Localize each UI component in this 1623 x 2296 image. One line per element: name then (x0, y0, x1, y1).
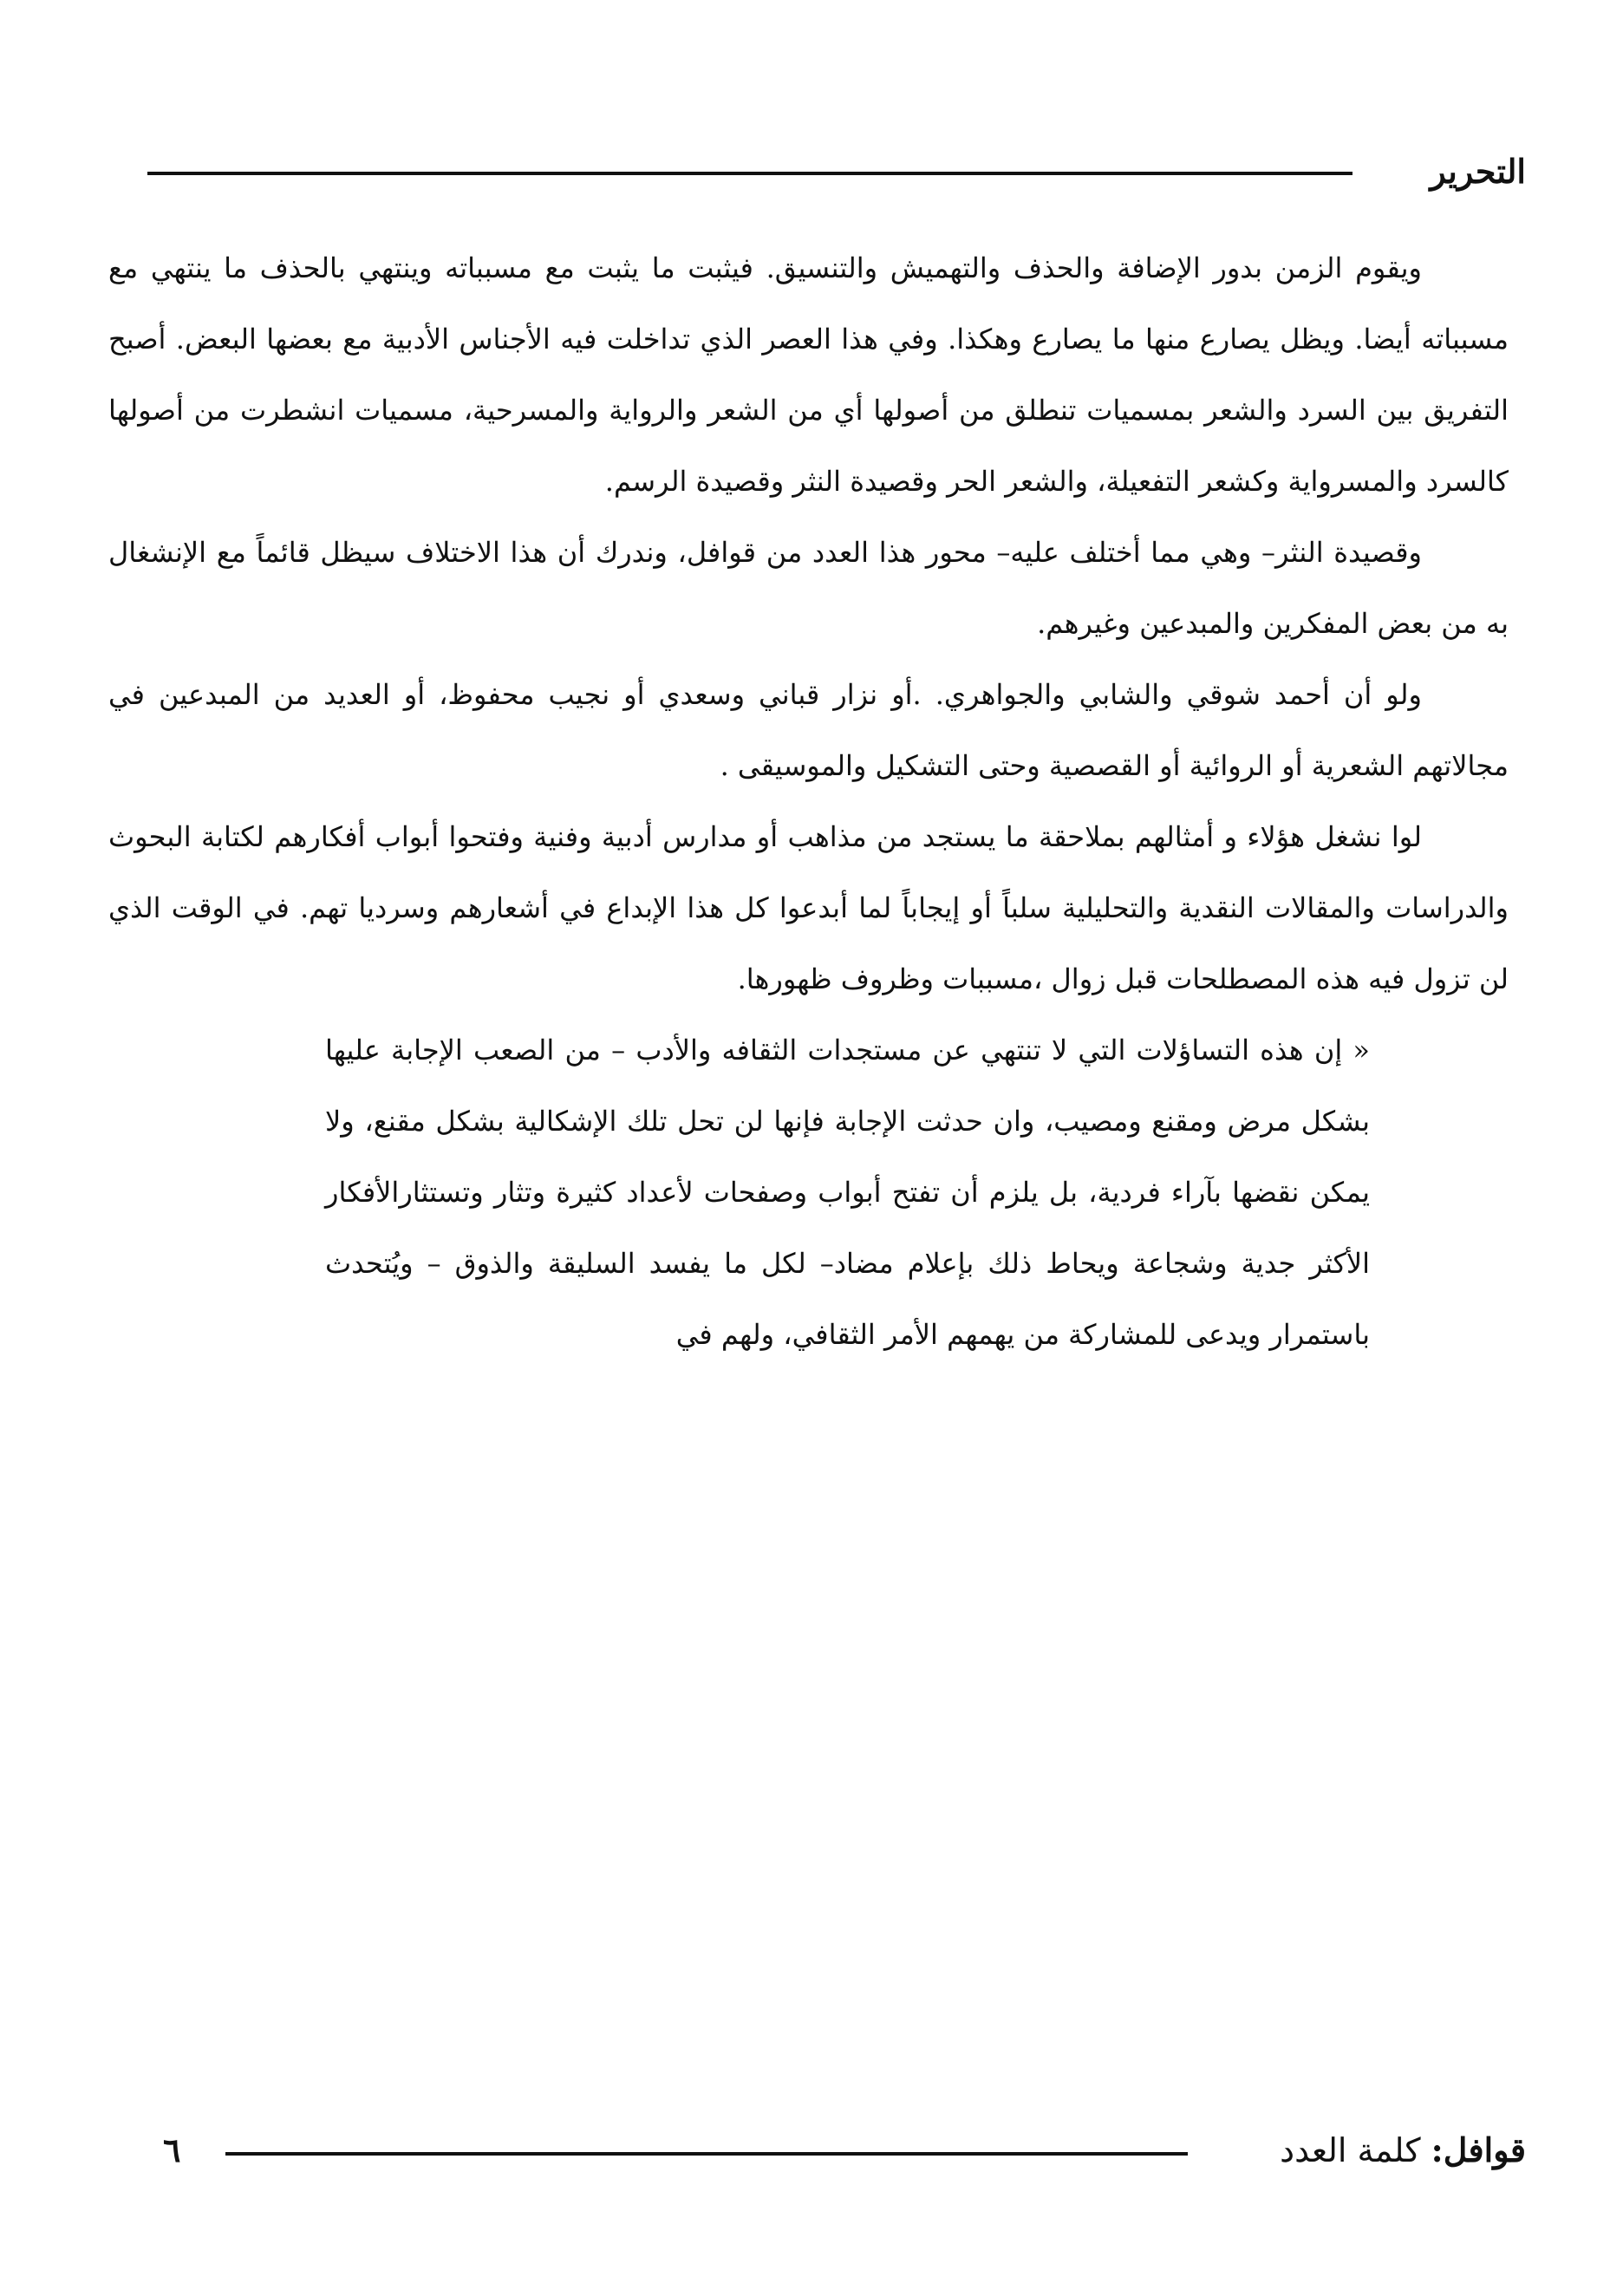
block-quote: « إن هذه التساؤلات التي لا تنتهي عن مستجدات الثقافه والأدب – من الصعب الإجابة عليها بشكل مرض ومقنع ومصيب، وان حدثت الإجابة فإنها لن تحل تلك الإشكالية بشكل مقنع، ولا يمكن نقضها بآراء فردية، بل يلزم أن تفتح أبواب وصفحات لأعداد كثيرة وتثار وتستثارالأفكار الأكثر جدية وشجاعة ويحاط ذلك بإعلام مضاد– لكل ما يفسد السليقة والذوق – ويُتحدث باستمرار ويدعى للمشاركة من يهمهم الأمر الثقافي، ولهم في (325, 1034, 1371, 1351)
page-header (147, 146, 1526, 198)
paragraph-1: ويقوم الزمن بدور الإضافة والحذف والتهميش والتنسيق. فيثبت ما يثبت مع مسبباته وينتهي بالحذف ما ينتهي مع مسبباته أيضا. ويظل يصارع منها ما يصارع وهكذا. وفي هذا العصر الذي تداخلت فيه الأجناس الأدبية مع بعضها البعض. أصبح التفريق بين السرد والشعر بمسميات تنطلق من أصولها أي من الشعر والرواية والمسرحية، مسميات انشطرت من أصولها كالسرد والمسرواية وكشعر التفعيلة، والشعر الحر وقصيدة النثر وقصيدة الرسم. (108, 251, 1509, 498)
paragraph-4: لوا نشغل هؤلاء و أمثالهم بملاحقة ما يستجد من مذاهب أو مدارس أدبية وفنية وفتحوا أبواب أفكارهم لكتابة البحوث والدراسات والمقالات النقدية والتحليلية سلباً أو إيجاباً لما أبدعوا كل هذا الإبداع في أشعارهم وسرديا تهم. في الوقت الذي لن تزول فيه هذه المصطلحات قبل زوال ،مسببات وظروف ظهورها. (108, 820, 1509, 995)
article-body (108, 232, 1509, 1370)
section-title: التحرير (1430, 152, 1526, 191)
header-rule (147, 172, 1352, 175)
footer-rule (225, 2152, 1188, 2156)
paragraph-2: وقصيدة النثر– وهي مما أختلف عليه– محور هذا العدد من قوافل، وندرك أن هذا الاختلاف سيظل قائماً مع الإنشغال به من بعض المفكرين والمبدعين وغيرهم. (108, 536, 1509, 640)
footer-section: كلمة العدد (1280, 2131, 1421, 2169)
page-number: ٦ (163, 2130, 181, 2169)
journal-name: قوافل: (1431, 2130, 1526, 2169)
page-footer (147, 2124, 1526, 2176)
paragraph-3: ولو أن أحمد شوقي والشابي والجواهري. .أو نزار قباني وسعدي أو نجيب محفوظ، أو العديد من المبدعين في مجالاتهم الشعرية أو الروائية أو القصصية وحتى التشكيل والموسيقى . (108, 678, 1509, 782)
footer-label (1280, 2124, 1526, 2176)
